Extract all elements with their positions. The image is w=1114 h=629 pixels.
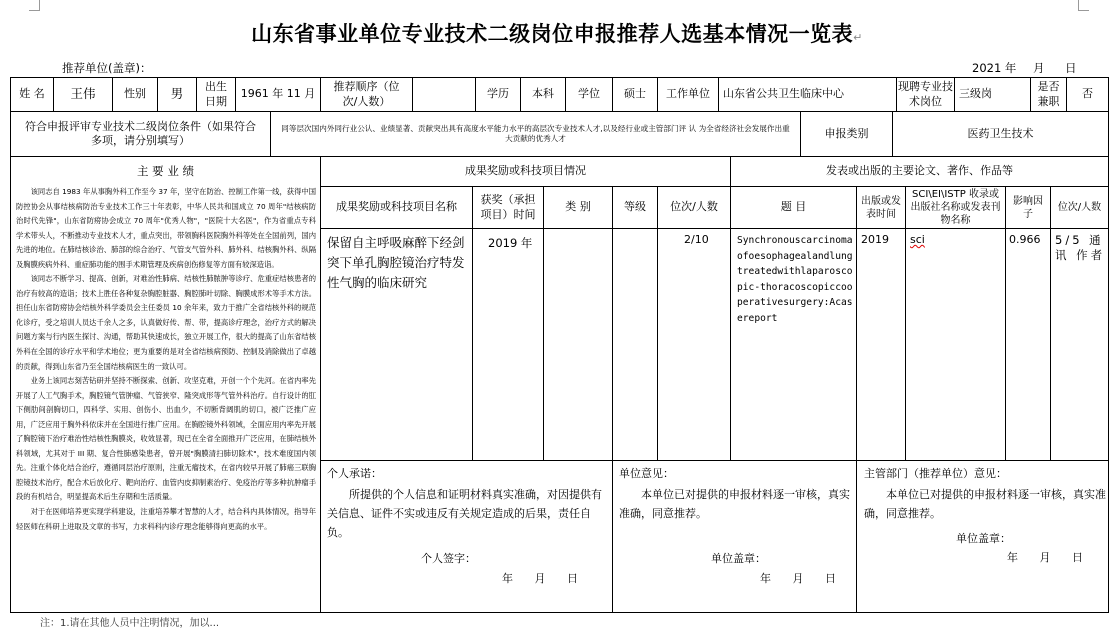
application-category-value: 医药卫生技术 xyxy=(967,126,1034,140)
paper-rank-col-header: 位次/人数 xyxy=(1057,202,1102,213)
current-post-label: 现聘专业技术岗位 xyxy=(898,80,953,108)
year-field: 2021 年 xyxy=(972,61,1017,75)
main-achievements-text xyxy=(16,185,316,613)
unit-date: 年 月 日 xyxy=(760,572,836,585)
main-paragraph: 业务上该同志刻苦钻研并坚持不断探索、创新、攻坚克难，开创一个个先河。在省内率先开展了人工气胸手术，胸腔镜气管肿瘤、气管狭窄、隆突成形等气管外科治疗。自行设计的肛下侧肋间剖胸切口，四科学、实用、创伤小、出血少，不切断背阔肌的切口，被广泛推广应用，广泛应用于胸外科依床并在全国进行推广应用。在胸腔镜外科领域，全面应用内率先开展了胸腔镜下治疗难治性结核性胸膜炎，收效显著，现已在全省全面推开广泛应用，在肺结核外科领域，尤其对于 III 期、复合性肺感染患者，曾开展"胸膜清扫肺切除术"，技术难度国内领先。注重个体化结合治疗，遵循同层治疗原则，注重无瘤技术，在省内较早开展了肺癌三联胸腔镜技术治疗，配合术后放化疗、靶向治疗、血管内皮抑制素治疗、免疫治疗等多种抗肿瘤手段的有机结合，明显提高术后生存期和生活质量。 xyxy=(16,376,316,502)
footer-note: 注：1.请在其他人员中注明情况，加以... xyxy=(40,618,220,629)
personal-commitment-text: 所提供的个人信息和证明材料真实准确，对因提供有关信息、证件不实或违反有关规定造成的后果，责任自负。 xyxy=(327,488,602,539)
personal-date: 年 月 日 xyxy=(502,572,578,585)
personal-commitment-label: 个人承诺： xyxy=(327,467,382,480)
recommend-order-value xyxy=(413,78,475,111)
award-rank-col-header: 位次/人数 xyxy=(670,200,718,214)
education-value: 本科 xyxy=(532,87,554,101)
gender-label: 性别 xyxy=(124,87,146,101)
paper-index-cell: sci xyxy=(910,233,925,246)
day-field: 日 xyxy=(1065,61,1077,75)
recommend-order-label: 推荐顺序（位次/人数） xyxy=(333,80,400,108)
department-opinion-text: 本单位已对提供的申报材料逐一审核，真实准确，同意推荐。 xyxy=(864,488,1106,520)
unit-seal-label: 单位盖章： xyxy=(711,552,766,565)
award-time-cell: 2019 年 xyxy=(488,236,533,250)
degree-value: 硕士 xyxy=(624,87,646,101)
paper-rank-cell: 5/5 通 讯 作者 xyxy=(1055,233,1106,262)
main-paragraph: 对于在医师培养更实现学科建设，注重培养攀才智慧的人才，结合科内具体情况，指导年轻医师在科研上进取及文章的书写，力求科科内诊疗理念能够得向更高的水平。 xyxy=(16,507,316,531)
award-type-col-header: 类 别 xyxy=(565,200,591,214)
current-post-value: 三级岗 xyxy=(959,87,992,101)
corner-mark-top-left xyxy=(29,0,40,11)
name-label: 姓 名 xyxy=(19,87,45,101)
corner-mark-top-right xyxy=(1078,0,1089,11)
birth-date-value: 1961 年 11 月 xyxy=(240,87,316,101)
work-unit-label: 工作单位 xyxy=(666,87,710,101)
paper-impact-cell: 0.966 xyxy=(1009,233,1041,246)
paper-impact-col-header: 影响因子 xyxy=(1013,195,1043,220)
main-achievements-header: 主 要 业 绩 xyxy=(137,164,194,179)
main-paragraph: 该同志不断学习、提高、创新，对难治性肺病、结核性肺脓肿等诊疗、危重症结核患者的治疗有较高的造诣；技术上胜任各种复杂胸腔脏器、胸腔肺叶切除、胸膜成形术等手术方法。担任山东省防痨协会结核外科学委员会主任委员 10 余年来，致力于推广全省结核外科的规范化诊疗，受之培训人员达千余人之多，认真做好传、帮、带，提高诊疗理念，治疗方式的解决问题方案与行内医生探讨、沟通，帮助其快速成长，独立开展工作，很大的提高了山东省结核外科在全国的诊疗水平和学术地位；更为重要的是对全省结核病预防、控制及消除做出了卓越的贡献，得到山东省乃至全国结核病医生的一致认可。 xyxy=(16,274,316,371)
unit-opinion xyxy=(619,464,853,523)
paper-title-col-header: 题 目 xyxy=(780,200,807,214)
award-name-cell: 保留自主呼吸麻醉下经剑突下单孔胸腔镜治疗特发性气胸的临床研究 xyxy=(327,235,465,290)
part-time-label: 是否兼职 xyxy=(1037,80,1060,108)
education-label: 学历 xyxy=(487,87,509,101)
application-category-label: 申报类别 xyxy=(824,126,869,140)
department-seal-label: 单位盖章： xyxy=(956,532,1011,545)
award-grade-col-header: 等级 xyxy=(624,200,646,214)
department-opinion-label: 主管部门（推荐单位）意见： xyxy=(864,467,1007,480)
main-paragraph: 该同志自 1983 年从事胸外科工作至今 37 年，坚守在防治、控制工作第一线，获得中国防控协会从事结核病防治专业技术工作三十年表彰，中华人民共和国成立 70 周年"结核病防治时代先锋"，山东省防痨协会成立 70 周年"优秀人物"，"医院十大名医"，作为省重点专科学术带头人，不断推动专业技术人才，重点突出，带领胸科医院胸外科等处在全国前列，国内先进的地位。在肺结核诊治、肺部的综合治疗、气管支气管外科、肺外科、结核胸外科、纵隔及胸膜疾病外科、重症肺功能的围手术期管理及疾病创伤修复等方面有较深造诣。 xyxy=(16,187,316,269)
award-name-col-header: 成果奖励或科技项目名称 xyxy=(336,200,457,214)
paper-index-col-header: SCI\EI\ISTP 收录或出版社名称或发表刊物名称 xyxy=(910,189,1001,226)
paper-time-col-header: 出版或发表时间 xyxy=(861,195,901,220)
birth-date-label: 出生日期 xyxy=(205,80,227,108)
qualification-condition-text: 同等层次国内外同行业公认、业绩显著、贡献突出具有高度水平能力水平的高层次专业技术人才,以及经行业或主管部门评 认 为全省经济社会发展作出重大贡献的优秀人才 xyxy=(281,124,790,143)
paper-title-cell: Synchronouscarcinomaofoesophagealandlungtreatedwithlaparoscopic-thoracoscopiccooperativesurgery:Acasereport xyxy=(737,235,853,324)
department-opinion xyxy=(864,464,1106,523)
work-unit-value: 山东省公共卫生临床中心 xyxy=(723,87,844,101)
name-value: 王伟 xyxy=(70,86,96,102)
part-time-value: 否 xyxy=(1082,87,1093,101)
department-date: 年 月 日 xyxy=(1007,551,1083,564)
paper-time-cell: 2019 xyxy=(861,233,889,246)
degree-label: 学位 xyxy=(578,87,600,101)
personal-signature-label: 个人签字： xyxy=(421,552,476,565)
gender-value: 男 xyxy=(170,86,184,102)
awards-section-header: 成果奖励或科技项目情况 xyxy=(465,164,586,178)
qualification-condition-label: 符合申报评审专业技术二级岗位条件（如果符合多项，请分别填写） xyxy=(25,119,256,147)
unit-opinion-label: 单位意见： xyxy=(619,467,674,480)
award-time-col-header: 获奖（承担项目）时间 xyxy=(480,193,536,221)
papers-section-header: 发表或出版的主要论文、著作、作品等 xyxy=(826,164,1013,178)
personal-commitment xyxy=(327,464,609,542)
award-rank-cell: 2/10 xyxy=(684,233,709,246)
recommending-unit-label: 推荐单位(盖章)： xyxy=(62,61,152,75)
unit-opinion-text: 本单位已对提供的申报材料逐一审核，真实准确，同意推荐。 xyxy=(619,488,850,520)
page-title: 山东省事业单位专业技术二级岗位申报推荐人选基本情况一览表↵ xyxy=(251,22,863,46)
month-field: 月 xyxy=(1033,61,1045,75)
